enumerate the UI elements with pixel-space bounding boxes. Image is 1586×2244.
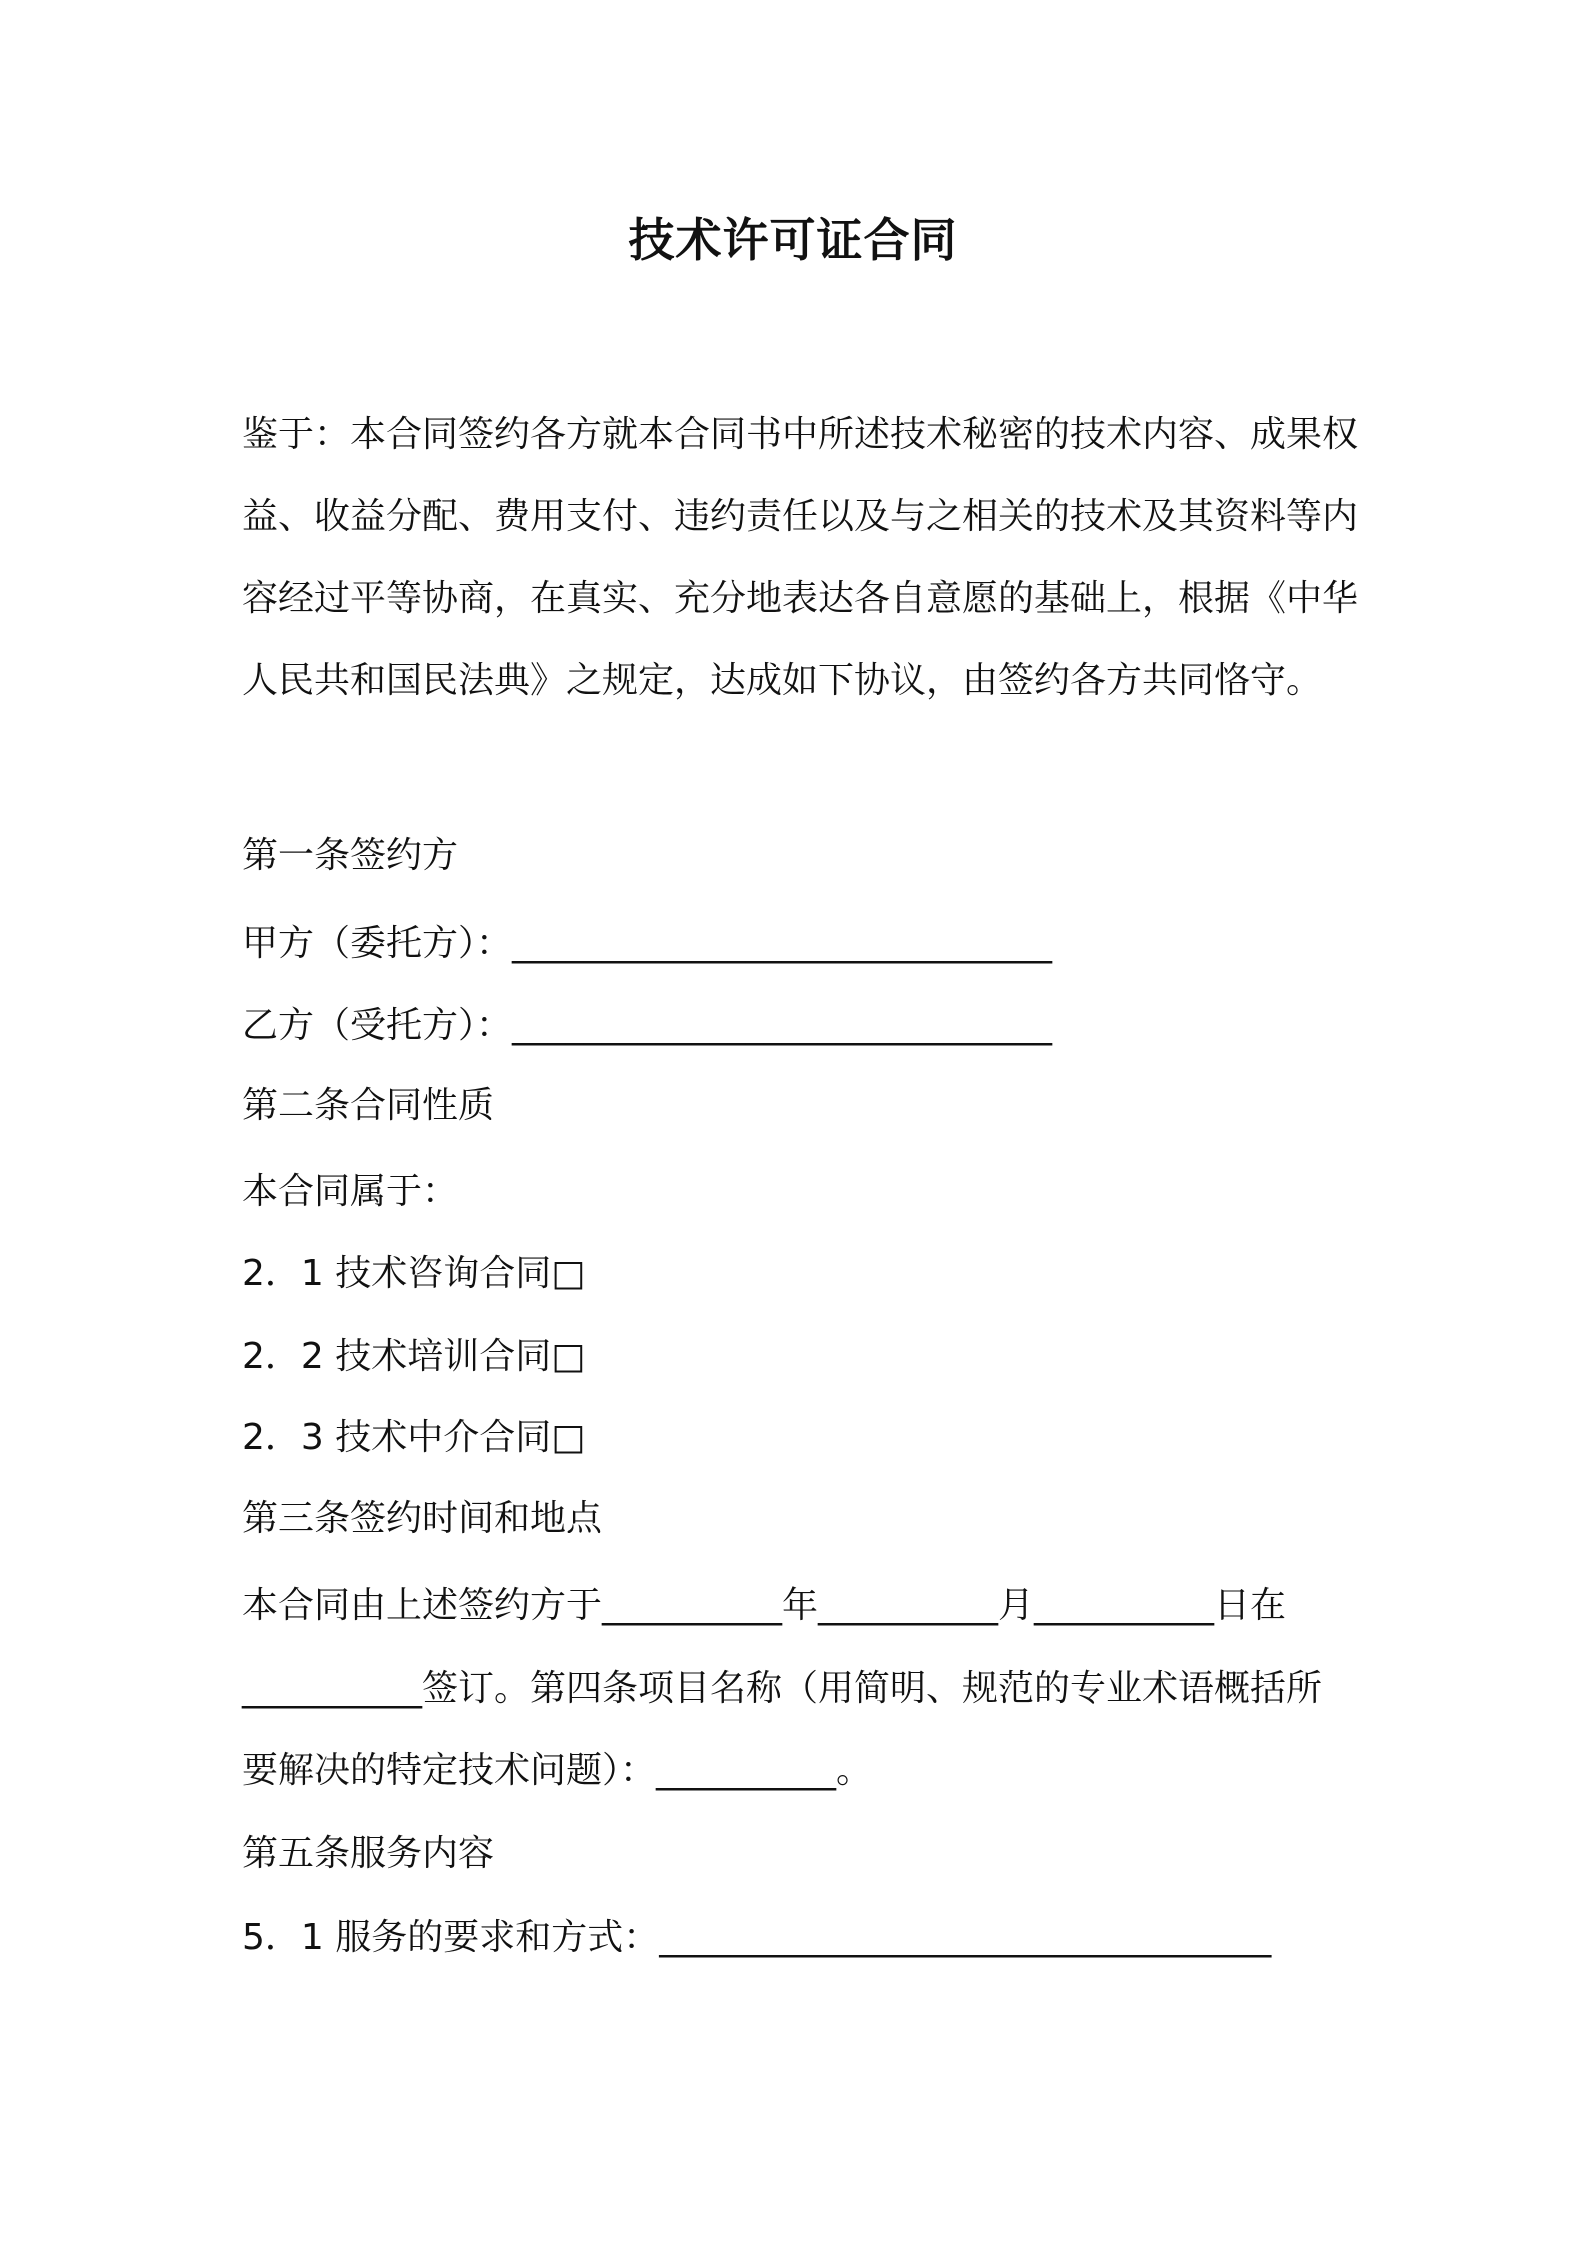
article-2-intro: 本合同属于：	[242, 1171, 459, 1212]
article-5-heading: 第五条服务内容	[242, 1833, 495, 1874]
article-3-line-1: 本合同由上述签约方于__________年__________月__________日在	[242, 1585, 1287, 1626]
preamble-paragraph: 鉴于：本合同签约各方就本合同书中所述技术秘密的技术内容、成果权益、收益分配、费用支付、违约责任以及与之相关的技术及其资料等内容经过平等协商，在真实、充分地表达各自意愿的基础上，根据《中华人民共和国民法典》之规定，达成如下协议，由签约各方共同恪守。	[242, 414, 1359, 701]
article-2-heading: 第二条合同性质	[242, 1085, 495, 1126]
option-technical-intermediary: 2．3 技术中介合同□	[242, 1417, 586, 1458]
article-1-heading: 第一条签约方	[242, 835, 459, 876]
article-3-line-2: __________签订。第四条项目名称（用简明、规范的专业术语概括所	[242, 1668, 1323, 1709]
option-technical-consulting: 2．1 技术咨询合同□	[242, 1253, 586, 1294]
article-5-item-1: 5．1 服务的要求和方式：__________________________________	[242, 1917, 1272, 1958]
document-title: 技术许可证合同	[628, 213, 958, 267]
party-b-line: 乙方（受托方）：______________________________	[242, 1005, 1053, 1046]
article-3-line-3: 要解决的特定技术问题）：__________。	[242, 1750, 873, 1791]
party-a-line: 甲方（委托方）：______________________________	[242, 923, 1053, 964]
article-3-heading: 第三条签约时间和地点	[242, 1498, 603, 1539]
option-technical-training: 2．2 技术培训合同□	[242, 1336, 586, 1377]
